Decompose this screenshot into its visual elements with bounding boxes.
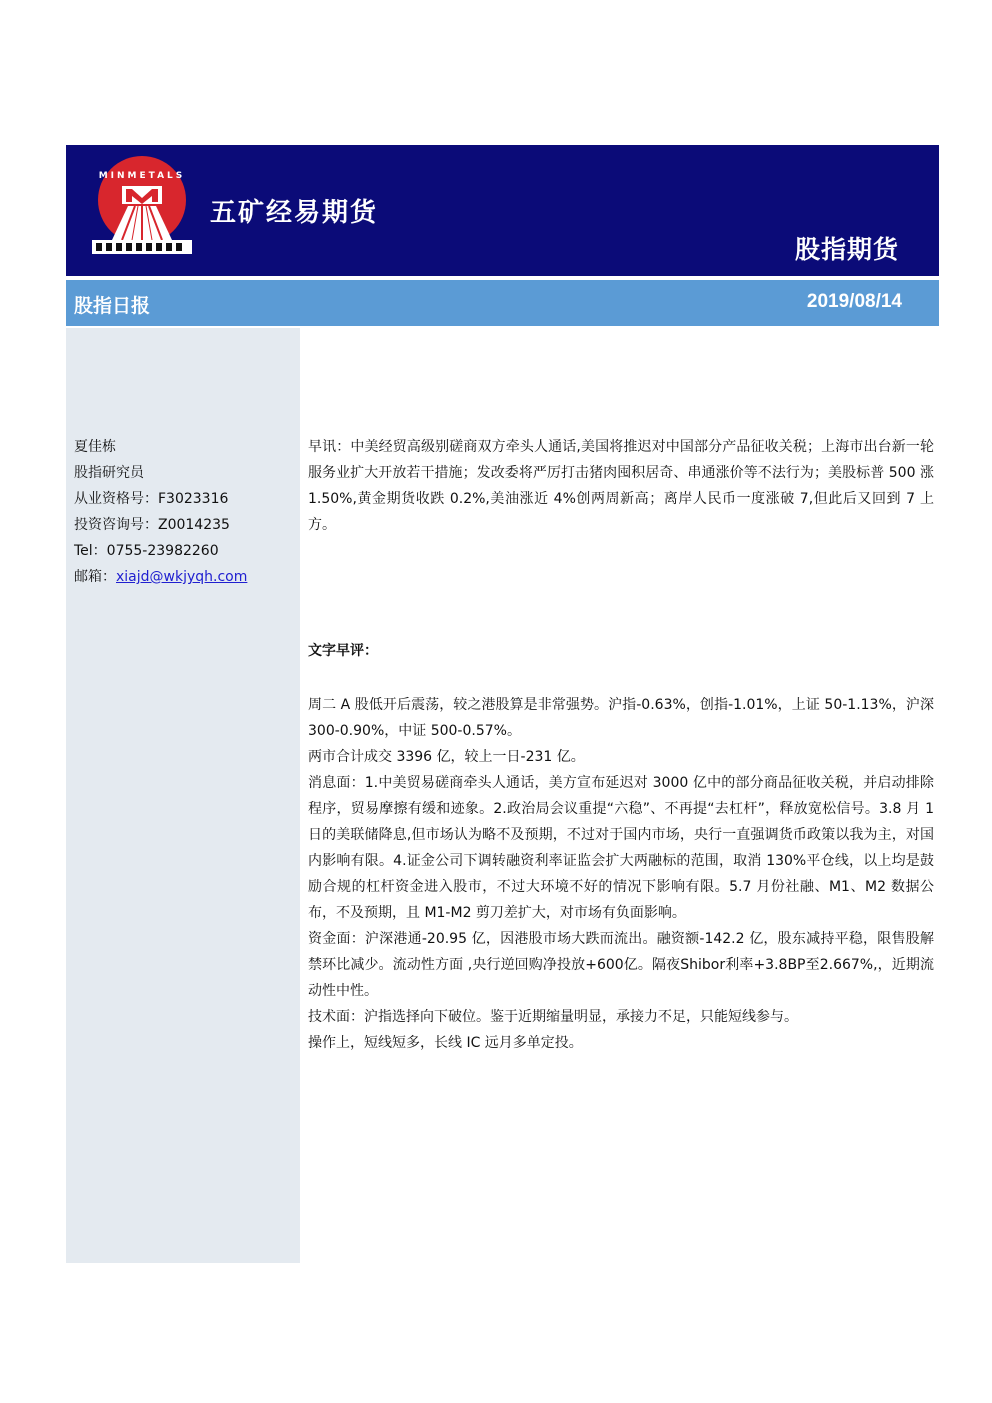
report-type: 股指日报	[74, 295, 151, 317]
author-license: 从业资格号：F3023316	[74, 491, 229, 507]
author-email-row	[74, 564, 294, 590]
product-name: 股指期货	[794, 235, 899, 264]
company-name: 五矿经易期货	[210, 198, 379, 228]
commentary-paragraph: 技术面：沪指选择向下破位。鉴于近期缩量明显，承接力不足，只能短线参与。	[308, 1009, 798, 1025]
report-date: 2019/08/14	[806, 291, 902, 312]
commentary-paragraph: 两市合计成交 3396 亿，较上一日-231 亿。	[308, 749, 585, 765]
commentary-paragraph: 资金面：沪深港通-20.95 亿，因港股市场大跌而流出。融资额-142.2 亿，股东减持平稳，限售股解禁环比减少。流动性方面 ,央行逆回购净投放+600亿。隔夜Shibor利率+3.8BP至2.667%,，近期流动性中性。	[308, 931, 934, 999]
news-paragraph: 早讯：中美经贸高级别磋商双方牵头人通话,美国将推迟对中国部分产品征收关税；上海市出台新一轮服务业扩大开放若干措施；发改委将严厉打击猪肉囤积居奇、串通涨价等不法行为；美股标普 500 涨 1.50%,黄金期货收跌 0.2%,美油涨近 4%创两周新高；离岸人民币一度涨破 7,但此后又回到 7 上方。	[308, 439, 934, 533]
email-link[interactable]: xiajd@wkjyqh.com	[116, 569, 248, 585]
author-info	[74, 434, 294, 590]
news-section	[308, 434, 934, 538]
commentary-paragraph: 消息面：1.中美贸易磋商牵头人通话，美方宣布延迟对 3000 亿中的部分商品征收关税，并启动排除程序，贸易摩擦有缓和迹象。2.政治局会议重提“六稳”、不再提“去杠杆”，释放宽松信号。3.8 月 1 日的美联储降息,但市场认为略不及预期，不过对于国内市场，央行一直强调货币政策以我为主，对国内影响有限。4.证金公司下调转融资利率证监会扩大两融标的范围，取消 130%平仓线，以上均是鼓励合规的杠杆资金进入股市，不过大环境不好的情况下影响有限。5.7 月份社融、M1、M2 数据公布，不及预期，且 M1-M2 剪刀差扩大，对市场有负面影响。	[308, 775, 934, 921]
email-label: 邮箱：	[74, 569, 116, 585]
commentary-body	[308, 692, 934, 1056]
commentary-paragraph: 周二 A 股低开后震荡，较之港股算是非常强势。沪指-0.63%，创指-1.01%，上证 50-1.13%，沪深 300-0.90%，中证 500-0.57%。	[308, 697, 934, 739]
author-tel: Tel：0755-23982260	[74, 543, 219, 559]
minmetals-logo	[88, 156, 196, 256]
author-title: 股指研究员	[74, 465, 144, 481]
author-name: 夏佳栋	[74, 439, 116, 455]
commentary-paragraph: 操作上，短线短多，长线 IC 远月多单定投。	[308, 1035, 583, 1051]
commentary-title: 文字早评：	[308, 643, 378, 659]
author-consult: 投资咨询号：Z0014235	[74, 517, 230, 533]
svg-text:MINMETALS: MINMETALS	[98, 171, 186, 181]
